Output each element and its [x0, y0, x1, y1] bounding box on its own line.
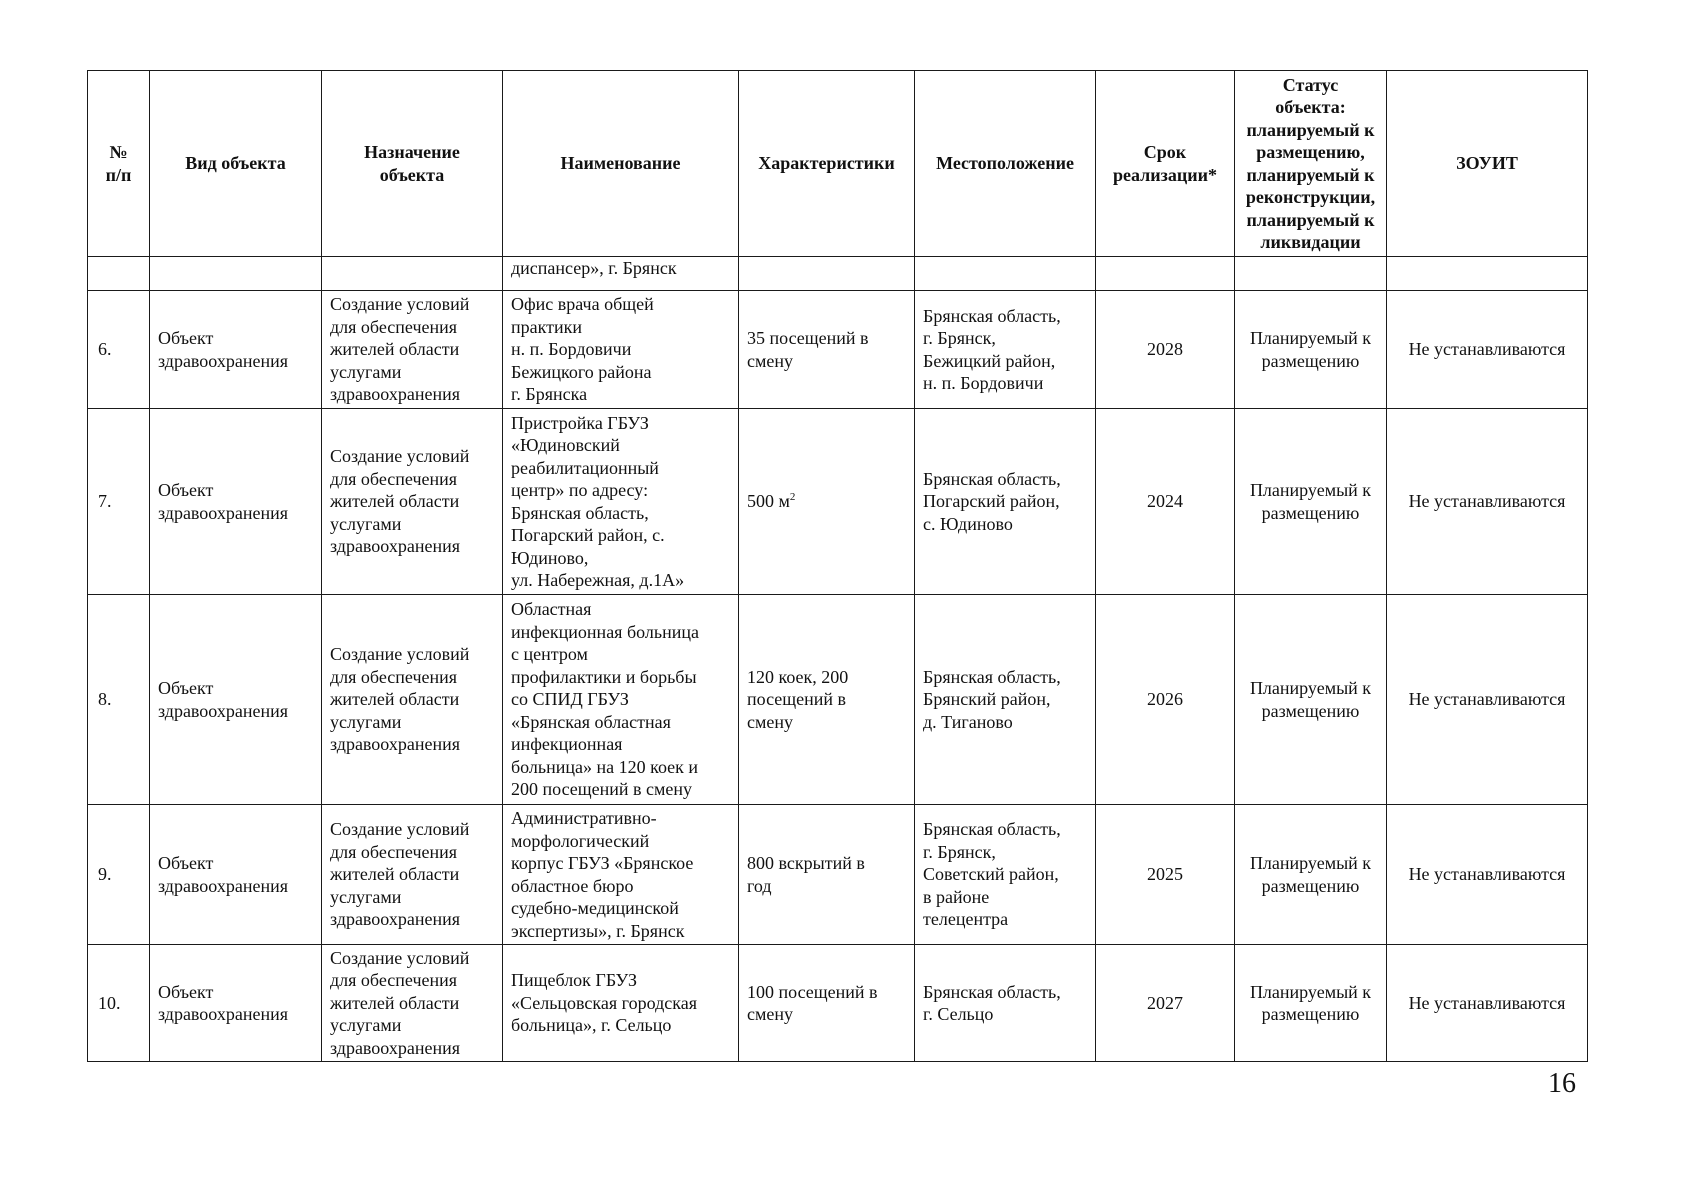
- zouit-cell: Не устанавливаются: [1387, 409, 1588, 595]
- header-location: Местоположение: [915, 71, 1096, 257]
- objects-table: [87, 70, 1588, 1062]
- location-cell: Брянская область, Погарский район, с. Юдиново: [915, 409, 1096, 595]
- object-type-cell: Объект здравоохранения: [150, 409, 322, 595]
- table-row: [88, 595, 1588, 805]
- object-type-cell: Объект здравоохранения: [150, 291, 322, 409]
- location-cell: Брянская область, г. Сельцо: [915, 945, 1096, 1062]
- characteristics-cell: 120 коек, 200 посещений в смену: [739, 595, 915, 805]
- table-cell: [1235, 257, 1387, 291]
- object-type-cell: Объект здравоохранения: [150, 945, 322, 1062]
- table-row: [88, 805, 1588, 945]
- continuation-row: [88, 257, 1588, 291]
- purpose-cell: Создание условий для обеспечения жителей области услугами здравоохранения: [322, 805, 503, 945]
- object-name-cell: Административно- морфологический корпус ГБУЗ «Брянское областное бюро судебно-медицинской экспертизы», г. Брянск: [503, 805, 739, 945]
- purpose-cell: Создание условий для обеспечения жителей области услугами здравоохранения: [322, 595, 503, 805]
- term-cell: 2026: [1096, 595, 1235, 805]
- characteristics-cell: 35 посещений в смену: [739, 291, 915, 409]
- row-num-cell: 6.: [88, 291, 150, 409]
- header-name: Наименование: [503, 71, 739, 257]
- header-num: № п/п: [88, 71, 150, 257]
- location-cell: Брянская область, Брянский район, д. Тиганово: [915, 595, 1096, 805]
- table-cell: [1096, 257, 1235, 291]
- row-num-cell: 10.: [88, 945, 150, 1062]
- characteristics-cell: [739, 409, 915, 595]
- row-num-cell: 9.: [88, 805, 150, 945]
- table-cell: [88, 257, 150, 291]
- status-cell: Планируемый к размещению: [1235, 805, 1387, 945]
- table-cell: [739, 257, 915, 291]
- characteristics-cell: 800 вскрытий в год: [739, 805, 915, 945]
- status-cell: Планируемый к размещению: [1235, 595, 1387, 805]
- status-cell: Планируемый к размещению: [1235, 291, 1387, 409]
- table-row: [88, 291, 1588, 409]
- document-sheet: [87, 70, 1587, 1062]
- object-name-cell: Офис врача общей практики н. п. Бордовичи Бежицкого района г. Брянска: [503, 291, 739, 409]
- row-num-cell: 8.: [88, 595, 150, 805]
- zouit-cell: Не устанавливаются: [1387, 291, 1588, 409]
- continuation-name-cell: диспансер», г. Брянск: [503, 257, 739, 291]
- header-type: Вид объекта: [150, 71, 322, 257]
- object-type-cell: Объект здравоохранения: [150, 595, 322, 805]
- characteristics-cell: 100 посещений в смену: [739, 945, 915, 1062]
- table-row: [88, 409, 1588, 595]
- zouit-cell: Не устанавливаются: [1387, 595, 1588, 805]
- header-zouit: ЗОУИТ: [1387, 71, 1588, 257]
- term-cell: 2025: [1096, 805, 1235, 945]
- table-cell: [322, 257, 503, 291]
- superscript: 2: [789, 491, 796, 504]
- purpose-cell: Создание условий для обеспечения жителей области услугами здравоохранения: [322, 945, 503, 1062]
- object-type-cell: Объект здравоохранения: [150, 805, 322, 945]
- term-cell: 2024: [1096, 409, 1235, 595]
- page-number: 16: [1548, 1068, 1576, 1099]
- purpose-cell: Создание условий для обеспечения жителей области услугами здравоохранения: [322, 409, 503, 595]
- header-purpose: Назначение объекта: [322, 71, 503, 257]
- purpose-cell: Создание условий для обеспечения жителей области услугами здравоохранения: [322, 291, 503, 409]
- location-cell: Брянская область, г. Брянск, Бежицкий район, н. п. Бордовичи: [915, 291, 1096, 409]
- table-cell: [915, 257, 1096, 291]
- object-name-cell: Пристройка ГБУЗ «Юдиновский реабилитационный центр» по адресу: Брянская область, Погарский район, с. Юдиново, ул. Набережная, д.1А»: [503, 409, 739, 595]
- characteristics-text: 500 м: [747, 491, 790, 512]
- zouit-cell: Не устанавливаются: [1387, 805, 1588, 945]
- object-name-cell: Областная инфекционная больница с центром профилактики и борьбы со СПИД ГБУЗ «Брянская областная инфекционная больница» на 120 коек и 200 посещений в смену: [503, 595, 739, 805]
- table-row: [88, 945, 1588, 1062]
- term-cell: 2028: [1096, 291, 1235, 409]
- row-num-cell: 7.: [88, 409, 150, 595]
- header-term: Срок реализации*: [1096, 71, 1235, 257]
- object-name-cell: Пищеблок ГБУЗ «Сельцовская городская больница», г. Сельцо: [503, 945, 739, 1062]
- zouit-cell: Не устанавливаются: [1387, 945, 1588, 1062]
- header-status: Статус объекта: планируемый к размещению, планируемый к реконструкции, планируемый к ликвидации: [1235, 71, 1387, 257]
- status-cell: Планируемый к размещению: [1235, 409, 1387, 595]
- header-row: [88, 71, 1588, 257]
- table-cell: [1387, 257, 1588, 291]
- term-cell: 2027: [1096, 945, 1235, 1062]
- location-cell: Брянская область, г. Брянск, Советский район, в районе телецентра: [915, 805, 1096, 945]
- header-characteristics: Характеристики: [739, 71, 915, 257]
- status-cell: Планируемый к размещению: [1235, 945, 1387, 1062]
- table-cell: [150, 257, 322, 291]
